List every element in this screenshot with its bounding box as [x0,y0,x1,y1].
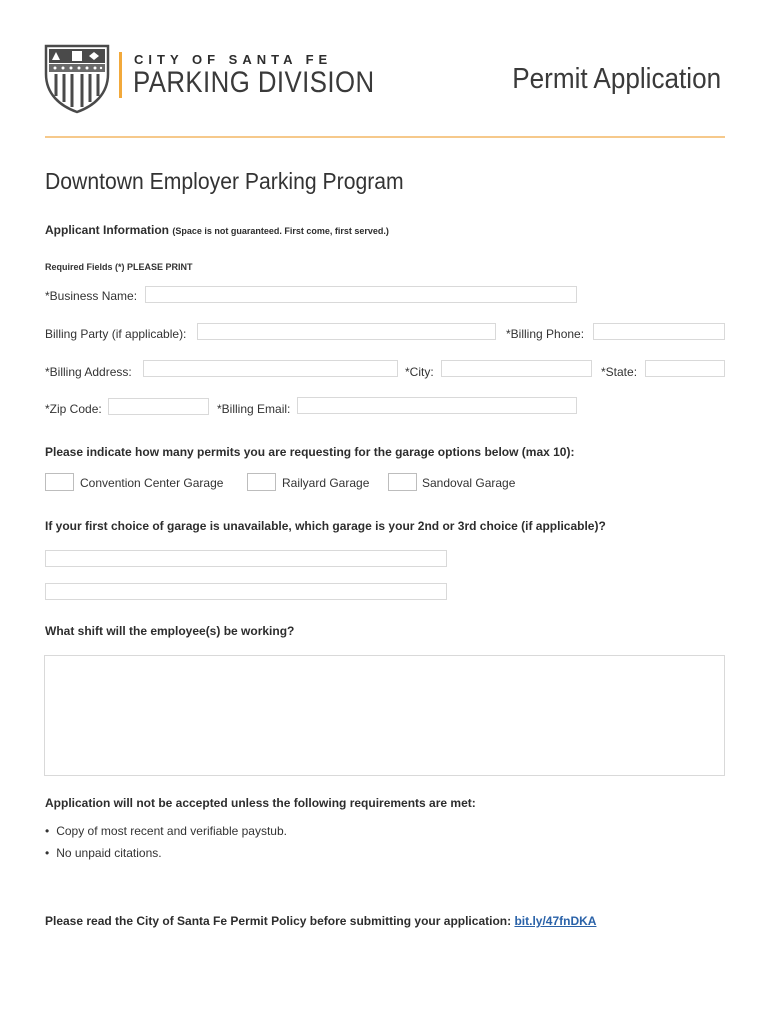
second-choice-field[interactable] [45,550,447,567]
city-field[interactable] [441,360,592,377]
billing-address-label: *Billing Address: [45,365,132,379]
zip-field[interactable] [108,398,209,415]
billing-address-field[interactable] [143,360,398,377]
railyard-quantity-box[interactable] [247,473,276,491]
railyard-label: Railyard Garage [282,476,370,490]
convention-center-label: Convention Center Garage [80,476,224,490]
billing-party-field[interactable] [197,323,496,340]
policy-link[interactable]: bit.ly/47fnDKA [514,914,597,928]
policy-note-text: Please read the City of Santa Fe Permit Policy before submitting your application: [45,914,512,928]
applicant-heading [45,223,389,237]
applicant-heading-text: Applicant Information [45,223,169,237]
billing-phone-field[interactable] [593,323,725,340]
header-rule [45,136,725,138]
sandoval-label: Sandoval Garage [422,476,516,490]
state-field[interactable] [645,360,725,377]
policy-note [45,914,596,928]
applicant-note: (Space is not guaranteed. First come, first served.) [172,226,389,236]
convention-center-quantity-box[interactable] [45,473,74,491]
requirement-item: • Copy of most recent and verifiable paystub. [45,824,287,838]
shift-textarea[interactable] [44,655,725,776]
document-title: Permit Application [512,63,721,95]
city-label: *City: [405,365,434,379]
garage-question: Please indicate how many permits you are requesting for the garage options below (max 10): [45,445,575,459]
org-name-top: CITY OF SANTA FE [134,52,333,67]
required-note: Required Fields (*) PLEASE PRINT [45,262,193,272]
city-shield-logo-icon [44,44,110,114]
third-choice-field[interactable] [45,583,447,600]
business-name-label: *Business Name: [45,289,138,303]
shift-question: What shift will the employee(s) be working? [45,624,295,638]
alternate-question: If your first choice of garage is unavailable, which garage is your 2nd or 3rd choice (if applicable)? [45,519,606,533]
org-name-main: PARKING DIVISION [133,66,375,99]
program-title: Downtown Employer Parking Program [45,168,404,194]
billing-email-field[interactable] [297,397,577,414]
sandoval-quantity-box[interactable] [388,473,417,491]
billing-party-label: Billing Party (if applicable): [45,327,187,341]
zip-label: *Zip Code: [45,402,102,416]
billing-phone-label: *Billing Phone: [506,327,585,341]
requirements-heading: Application will not be accepted unless the following requirements are met: [45,796,476,810]
state-label: *State: [601,365,638,379]
billing-email-label: *Billing Email: [217,402,291,416]
business-name-field[interactable] [145,286,577,303]
requirement-item: • No unpaid citations. [45,846,162,860]
logo-divider [119,52,122,98]
